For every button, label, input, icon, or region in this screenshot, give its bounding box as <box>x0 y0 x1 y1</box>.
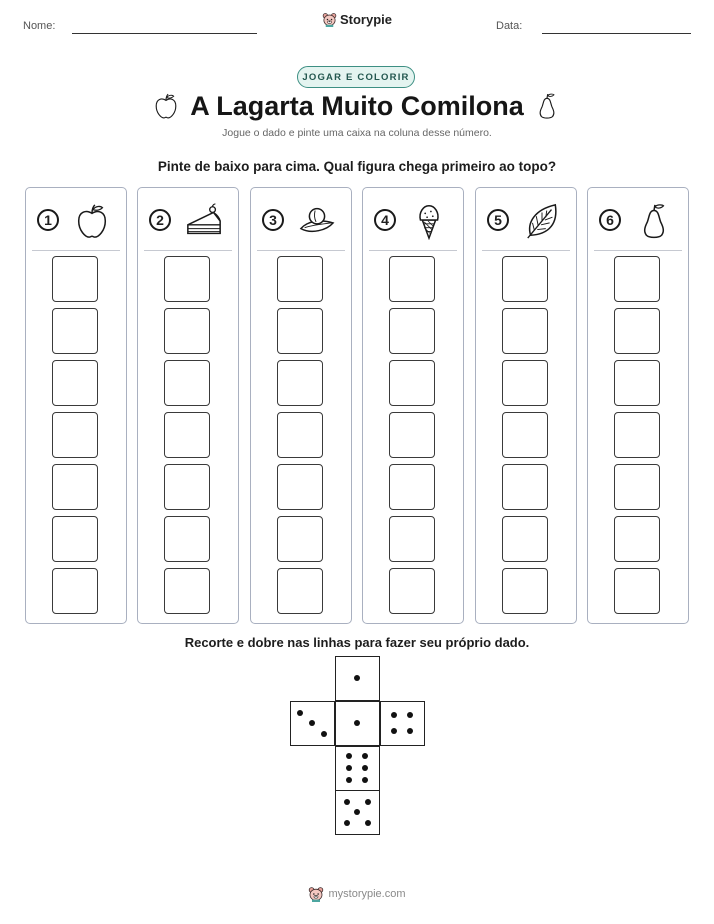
dice-pip <box>354 720 360 726</box>
dice-pip <box>297 710 303 716</box>
color-box[interactable] <box>277 464 323 510</box>
dice-pip <box>346 753 352 759</box>
date-line[interactable] <box>542 33 691 34</box>
column-4 <box>362 187 464 624</box>
color-box[interactable] <box>52 308 98 354</box>
dice-pip <box>407 728 413 734</box>
dice-pip <box>362 765 368 771</box>
column-number: 6 <box>599 209 621 231</box>
color-box[interactable] <box>614 412 660 458</box>
date-label: Data: <box>496 20 523 32</box>
color-box[interactable] <box>164 256 210 302</box>
dice-face-lower <box>335 746 380 791</box>
color-box[interactable] <box>389 256 435 302</box>
color-box[interactable] <box>614 568 660 614</box>
pear-decor-icon <box>533 92 561 120</box>
color-box[interactable] <box>389 568 435 614</box>
dice-face-right <box>380 701 425 746</box>
dice-pip <box>344 799 350 805</box>
pear-icon <box>635 202 673 240</box>
color-box[interactable] <box>502 516 548 562</box>
color-box[interactable] <box>614 516 660 562</box>
column-number: 1 <box>37 209 59 231</box>
dice-face-top <box>335 656 380 701</box>
dice-pip <box>354 809 360 815</box>
ice-cream-icon <box>410 202 448 240</box>
plum-icon <box>298 202 336 240</box>
color-box[interactable] <box>164 308 210 354</box>
footer-website: mystorypie.com <box>328 888 406 900</box>
page-title: A Lagarta Muito Comilona <box>190 91 524 121</box>
color-box[interactable] <box>164 516 210 562</box>
bear-mascot-icon <box>308 886 324 902</box>
column-2 <box>137 187 239 624</box>
color-box[interactable] <box>52 464 98 510</box>
activity-badge: JOGAR E COLORIR <box>297 66 415 88</box>
color-box[interactable] <box>52 360 98 406</box>
color-box[interactable] <box>614 256 660 302</box>
column-divider <box>144 250 232 251</box>
dice-pip <box>344 820 350 826</box>
column-number: 5 <box>487 209 509 231</box>
dice-pip <box>365 799 371 805</box>
column-5 <box>475 187 577 624</box>
brand-name: Storypie <box>339 12 392 27</box>
dice-pip <box>362 753 368 759</box>
dice-instruction: Recorte e dobre nas linhas para fazer seu próprio dado. <box>184 635 530 650</box>
color-box[interactable] <box>52 516 98 562</box>
dice-pip <box>346 777 352 783</box>
footer <box>0 886 714 902</box>
color-box[interactable] <box>614 360 660 406</box>
dice-pip <box>391 712 397 718</box>
dice-pip <box>354 675 360 681</box>
color-box[interactable] <box>277 516 323 562</box>
instruction-text: Pinte de baixo para cima. Qual figura chega primeiro ao topo? <box>157 159 557 174</box>
color-box[interactable] <box>502 256 548 302</box>
column-number: 3 <box>262 209 284 231</box>
color-box[interactable] <box>164 360 210 406</box>
dice-pip <box>391 728 397 734</box>
column-divider <box>482 250 570 251</box>
brand-logo <box>0 12 714 27</box>
color-box[interactable] <box>277 360 323 406</box>
color-box[interactable] <box>389 464 435 510</box>
color-box[interactable] <box>164 568 210 614</box>
color-box[interactable] <box>277 308 323 354</box>
color-box[interactable] <box>614 308 660 354</box>
color-box[interactable] <box>52 568 98 614</box>
color-box[interactable] <box>389 308 435 354</box>
column-divider <box>257 250 345 251</box>
name-label: Nome: <box>23 20 56 32</box>
dice-face-center <box>335 701 380 746</box>
cake-slice-icon <box>185 202 223 240</box>
column-1 <box>25 187 127 624</box>
color-box[interactable] <box>389 412 435 458</box>
dice-face-bottom <box>335 790 380 835</box>
column-number: 2 <box>149 209 171 231</box>
dice-pip <box>365 820 371 826</box>
dice-pip <box>321 731 327 737</box>
dice-pip <box>346 765 352 771</box>
column-divider <box>369 250 457 251</box>
column-6 <box>587 187 689 624</box>
dice-face-left <box>290 701 335 746</box>
color-box[interactable] <box>502 412 548 458</box>
color-box[interactable] <box>389 360 435 406</box>
color-box[interactable] <box>52 412 98 458</box>
color-box[interactable] <box>502 360 548 406</box>
color-box[interactable] <box>277 568 323 614</box>
bear-mascot-icon <box>322 12 337 27</box>
color-box[interactable] <box>502 308 548 354</box>
name-line[interactable] <box>72 33 257 34</box>
column-number: 4 <box>374 209 396 231</box>
dice-pip <box>407 712 413 718</box>
dice-pip <box>362 777 368 783</box>
dice-pip <box>309 720 315 726</box>
color-box[interactable] <box>164 412 210 458</box>
color-box[interactable] <box>502 568 548 614</box>
leaf-icon <box>523 202 561 240</box>
color-box[interactable] <box>277 412 323 458</box>
column-3 <box>250 187 352 624</box>
page-subtitle: Jogue o dado e pinte uma caixa na coluna desse número. <box>222 127 492 139</box>
color-box[interactable] <box>389 516 435 562</box>
color-box[interactable] <box>52 256 98 302</box>
color-box[interactable] <box>502 464 548 510</box>
apple-icon <box>73 202 111 240</box>
column-divider <box>594 250 682 251</box>
column-divider <box>32 250 120 251</box>
color-box[interactable] <box>277 256 323 302</box>
color-box[interactable] <box>614 464 660 510</box>
color-box[interactable] <box>164 464 210 510</box>
